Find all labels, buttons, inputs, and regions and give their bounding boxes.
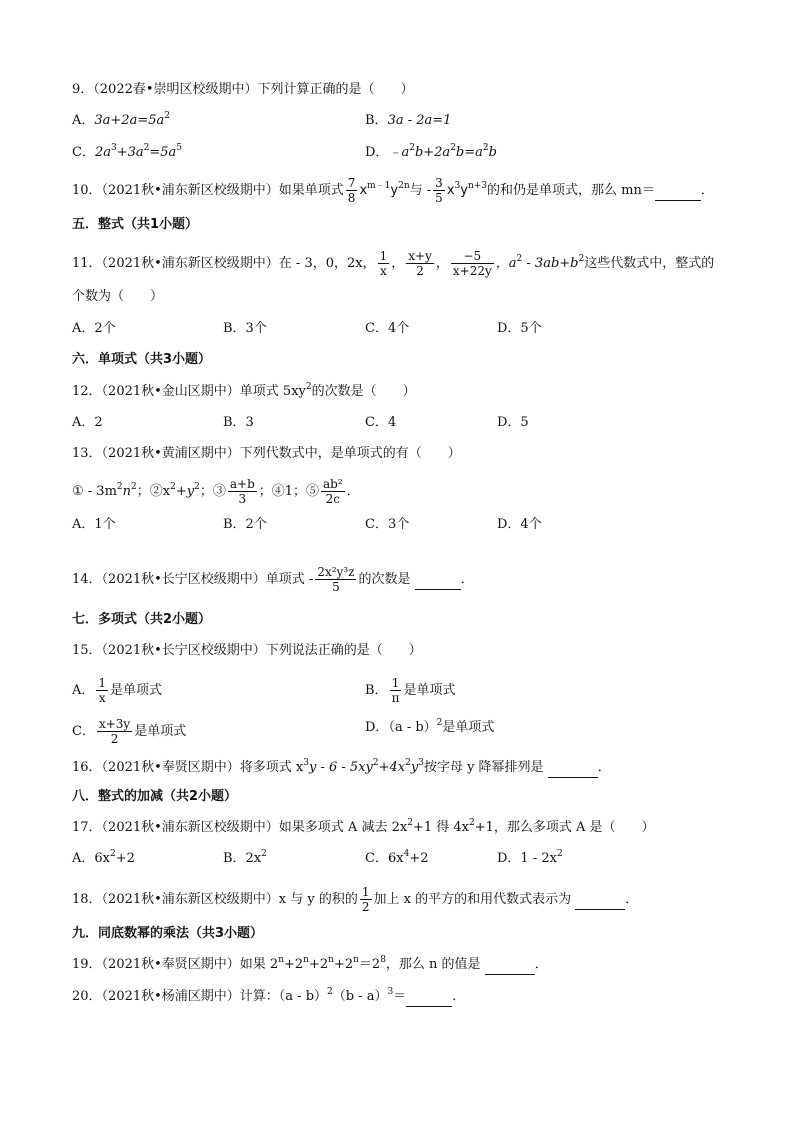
q9-option-c: C．$2a^3+3a^2=5a^5$	[72, 143, 183, 160]
section-5-title: 五．整式（共1小题）	[72, 217, 199, 232]
fraction-neg5: $\frac{-5}{x+22y}$	[452, 249, 492, 278]
section-8-title: 八．整式的加减（共2小题）	[72, 789, 238, 804]
q15-option-d: D．（a - b）$^2$是单项式	[365, 718, 495, 735]
q13-option-a: A．1个	[72, 517, 116, 532]
question-18: 18．（2021秋•浦东新区校级期中）x 与 y 的积的 $\frac{1}{2}$ 加上 x 的平方的和用代数式表示为 ．	[72, 885, 639, 914]
q12-option-a: A．2	[72, 415, 103, 430]
q17-option-a: A．$6x^2+2$	[72, 849, 135, 866]
question-20: 20．（2021秋•杨浦区期中）计算：（a - b）$^2$（b - a）$^3$＝ ．	[72, 988, 465, 1007]
answer-blank[interactable]	[548, 759, 598, 778]
question-13-stem: 13．（2021秋•黄浦区期中）下列代数式中，是单项式的有（ ）	[72, 446, 461, 461]
q17-option-d: D．$1 - 2x^2$	[497, 849, 563, 866]
question-16: 16．（2021秋•奉贤区期中）将多项式 $x^3y - 6 - 5xy^2+4x^2y^3$按字母 y 降幂排列是 ．	[72, 759, 611, 778]
q15-option-c: C． $\frac{x+3y}{2}$ 是单项式	[72, 717, 187, 746]
fraction-xy-2: $\frac{x+y}{2}$	[408, 249, 432, 278]
question-13-items: ① - $3m^2n^2$；$②x^2+y^2$；③ $\frac{a+b}{3}$ ；④1；⑤ $\frac{\text{ab²}}{2c}$ ．	[72, 477, 360, 506]
q17-option-b: B．$2x^2$	[223, 849, 267, 866]
q9-option-d: D．$﹣a^2b+2a^2b=a^2b$	[365, 143, 497, 160]
question-12: 12．（2021秋•金山区期中）单项式 $5xy^2$的次数是（ ）	[72, 382, 416, 399]
question-15-stem: 15．（2021秋•长宁区校级期中）下列说法正确的是（ ）	[72, 643, 422, 658]
question-11: 11．（2021秋•浦东新区校级期中）在 - 3，0，2x， $\frac{1}{x}$ ， $\frac{x+y}{2}$ ， $\frac{-5}{x+22y}$ ，$a^2 - 3ab+b^2$这些代数式中，整式的	[72, 249, 715, 278]
section-7-title: 七．多项式（共2小题）	[72, 612, 212, 627]
q13-option-d: D．4个	[497, 517, 542, 532]
fraction-1-2: $\frac{1}{2}$	[361, 885, 370, 914]
answer-blank[interactable]	[575, 891, 625, 910]
fraction-ab2-2c: $\frac{\text{ab²}}{2c}$	[323, 477, 343, 506]
answer-blank[interactable]	[406, 988, 452, 1007]
answer-blank[interactable]	[485, 956, 535, 975]
question-17: 17．（2021秋•浦东新区校级期中）如果多项式 A 减去 $2x^2+1$ 得 $4x^2+1$，那么多项式 A 是（ ）	[72, 818, 655, 835]
answer-blank[interactable]	[655, 182, 701, 201]
q11-option-c: C．4个	[365, 321, 410, 336]
fraction-1-x: $\frac{1}{x}$	[379, 249, 388, 278]
q9-option-a: A．$3a+2a=5a^2$	[72, 111, 170, 128]
answer-blank[interactable]	[415, 571, 461, 590]
q12-option-c: C．4	[365, 415, 397, 430]
q11-option-a: A．2个	[72, 321, 116, 336]
q17-option-c: C．$6x^4+2$	[365, 849, 429, 866]
question-14: 14．（2021秋•长宁区校级期中）单项式 - $\frac{\text{2x²y³z}}{5}$ 的次数是 ．	[72, 565, 474, 594]
question-11-line2: 个数为（ ）	[72, 289, 164, 304]
q13-option-b: B．2个	[223, 517, 267, 532]
q12-option-d: D．5	[497, 415, 529, 430]
question-19: 19．（2021秋•奉贤区期中）如果 $2^n+2^n+2^n+2^n=2^8$，那么 n 的值是 ．	[72, 956, 548, 975]
fraction-ab-3: $\frac{a+b}{3}$	[229, 477, 255, 506]
q15-option-b: B． $\frac{1}{\pi}$ 是单项式	[365, 676, 456, 705]
q13-option-c: C．3个	[365, 517, 410, 532]
q11-option-b: B．3个	[223, 321, 267, 336]
fraction-3-5: $\frac{3}{5}$	[435, 176, 443, 205]
q15-option-a: A． $\frac{1}{x}$ 是单项式	[72, 676, 163, 705]
q12-option-b: B．3	[223, 415, 254, 430]
section-6-title: 六．单项式（共3小题）	[72, 352, 212, 367]
question-9-stem: 9．（2022春•崇明区校级期中）下列计算正确的是（ ）	[72, 82, 414, 97]
q11-option-d: D．5个	[497, 321, 542, 336]
question-10: 10．（2021秋•浦东新区校级期中）如果单项式 $\frac{7}{8}$ $x^{m﹣1}y^{2n}$与 - $\frac{3}{5}$ $x^3y^{n+3}$的和仍是单项式，那么 mn＝ ．	[72, 176, 714, 205]
fraction-2x2y3z-5: $\frac{\text{2x²y³z}}{5}$	[317, 565, 355, 594]
q9-option-b: B．3a - 2a=1	[365, 113, 452, 128]
section-9-title: 九．同底数幂的乘法（共3小题）	[72, 926, 264, 941]
fraction-7-8: $\frac{7}{8}$	[347, 176, 356, 205]
